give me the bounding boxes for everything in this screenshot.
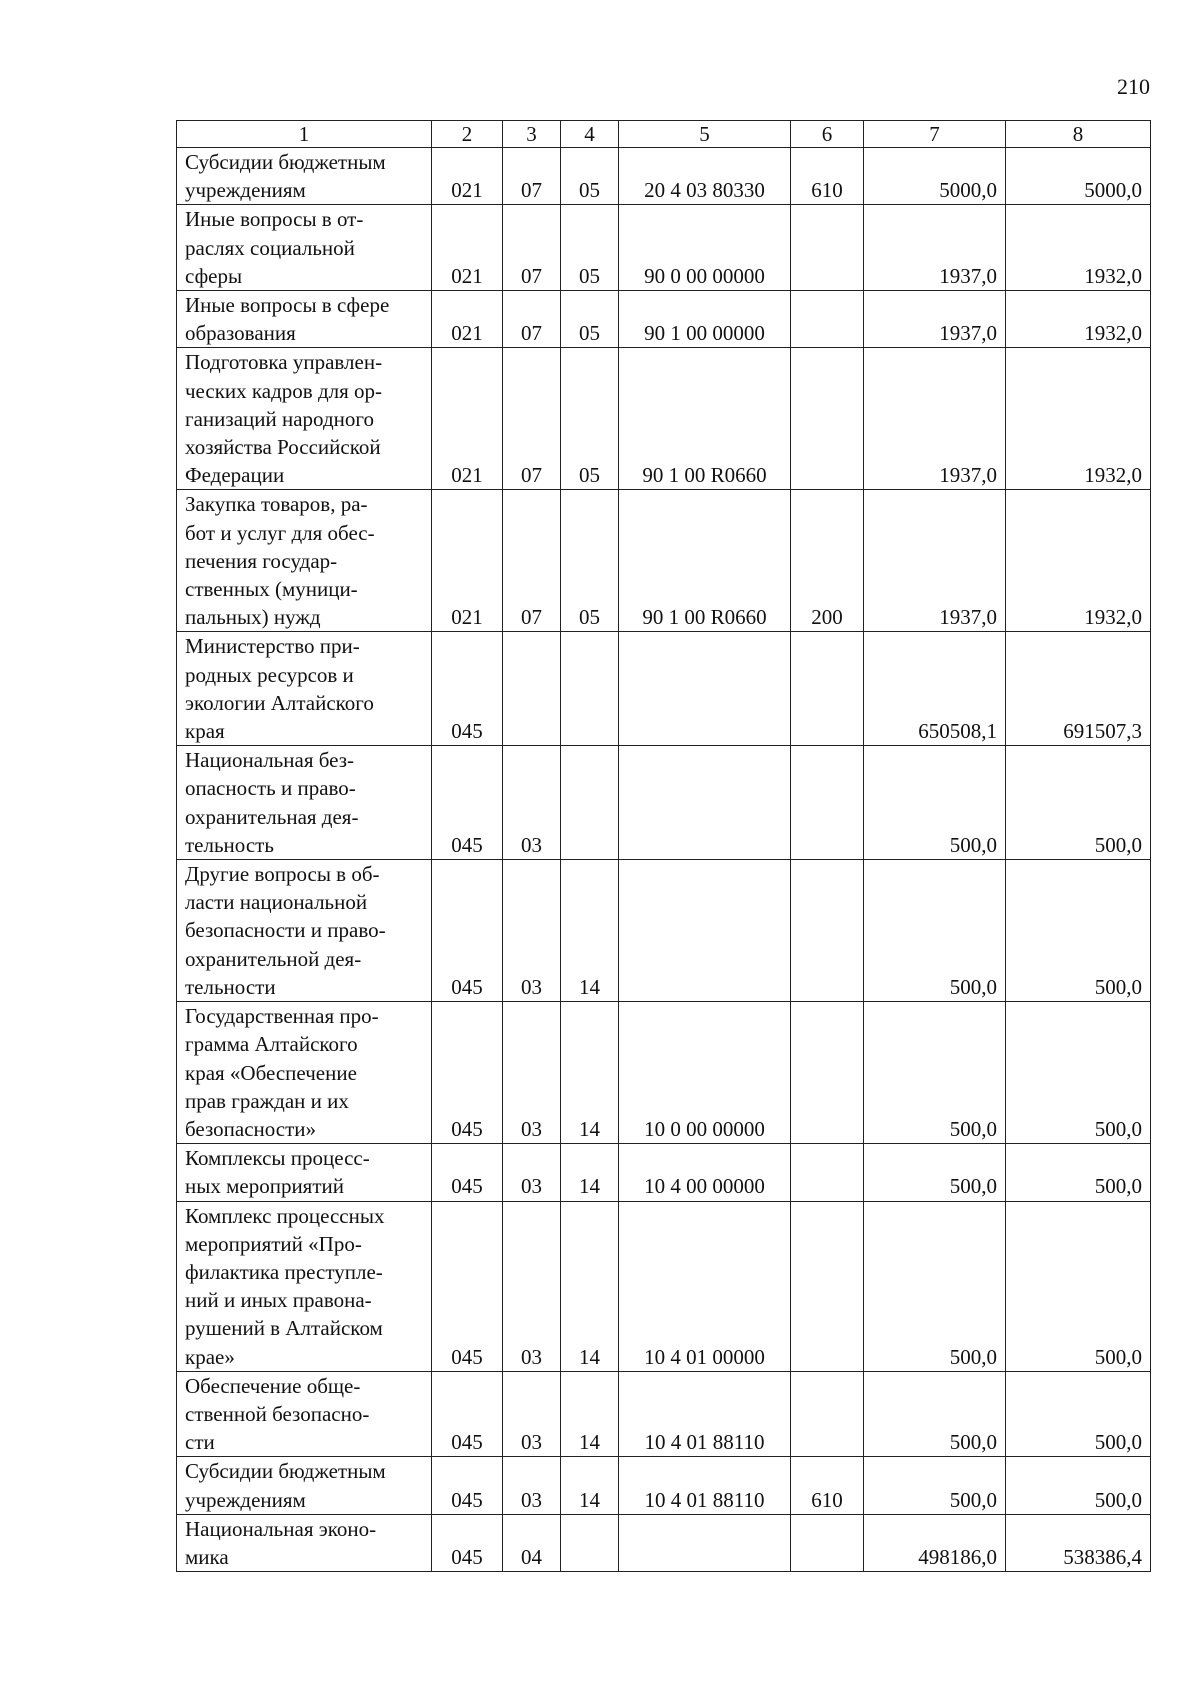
cell-ministry-code: 045 xyxy=(432,860,503,1002)
cell-subsection: 05 xyxy=(561,291,619,348)
cell-subsection: 05 xyxy=(561,348,619,490)
cell-section: 03 xyxy=(503,1371,561,1457)
cell-ministry-code: 021 xyxy=(432,205,503,291)
cell-expense-type xyxy=(791,205,864,291)
cell-amount-year-1: 650508,1 xyxy=(864,632,1006,746)
header-col-1: 1 xyxy=(177,121,432,148)
cell-target-article: 10 4 00 00000 xyxy=(619,1144,791,1201)
cell-section: 03 xyxy=(503,746,561,860)
cell-amount-year-2: 1932,0 xyxy=(1006,490,1151,632)
cell-section: 03 xyxy=(503,1201,561,1371)
cell-subsection: 05 xyxy=(561,490,619,632)
cell-subsection: 14 xyxy=(561,1457,619,1514)
cell-subsection: 14 xyxy=(561,1002,619,1144)
cell-section: 03 xyxy=(503,1457,561,1514)
cell-target-article xyxy=(619,746,791,860)
cell-target-article: 10 4 01 00000 xyxy=(619,1201,791,1371)
cell-target-article: 10 4 01 88110 xyxy=(619,1371,791,1457)
table-row xyxy=(177,1201,1151,1371)
cell-ministry-code: 045 xyxy=(432,1457,503,1514)
cell-subsection: 05 xyxy=(561,148,619,205)
header-col-3: 3 xyxy=(503,121,561,148)
cell-amount-year-1: 1937,0 xyxy=(864,205,1006,291)
cell-amount-year-2: 500,0 xyxy=(1006,1144,1151,1201)
cell-amount-year-2: 500,0 xyxy=(1006,1201,1151,1371)
table-row xyxy=(177,348,1151,490)
header-col-2: 2 xyxy=(432,121,503,148)
cell-amount-year-2: 500,0 xyxy=(1006,860,1151,1002)
cell-section: 07 xyxy=(503,205,561,291)
cell-ministry-code: 045 xyxy=(432,1201,503,1371)
table-body xyxy=(177,148,1151,1572)
cell-name: Национальная без- опасность и право- охранительная дея- тельность xyxy=(177,746,432,860)
cell-expense-type xyxy=(791,860,864,1002)
table-row xyxy=(177,1002,1151,1144)
cell-amount-year-1: 500,0 xyxy=(864,746,1006,860)
header-col-5: 5 xyxy=(619,121,791,148)
cell-subsection: 14 xyxy=(561,1201,619,1371)
cell-name: Комплекс процессных мероприятий «Про- филактика преступле- ний и иных правона- рушений в Алтайском крае» xyxy=(177,1201,432,1371)
cell-amount-year-2: 538386,4 xyxy=(1006,1514,1151,1571)
page-number: 210 xyxy=(1117,74,1150,99)
cell-amount-year-2: 1932,0 xyxy=(1006,205,1151,291)
cell-ministry-code: 045 xyxy=(432,746,503,860)
cell-amount-year-1: 500,0 xyxy=(864,1457,1006,1514)
cell-amount-year-1: 500,0 xyxy=(864,1144,1006,1201)
cell-expense-type xyxy=(791,1371,864,1457)
table-row xyxy=(177,205,1151,291)
cell-subsection: 05 xyxy=(561,205,619,291)
cell-amount-year-1: 500,0 xyxy=(864,1201,1006,1371)
cell-name: Министерство при- родных ресурсов и экологии Алтайского края xyxy=(177,632,432,746)
cell-section: 07 xyxy=(503,291,561,348)
cell-ministry-code: 045 xyxy=(432,1371,503,1457)
cell-name: Другие вопросы в об- ласти национальной безопасности и право- охранительной дея- тельности xyxy=(177,860,432,1002)
cell-amount-year-1: 500,0 xyxy=(864,1002,1006,1144)
cell-amount-year-1: 1937,0 xyxy=(864,348,1006,490)
cell-ministry-code: 021 xyxy=(432,490,503,632)
cell-section: 04 xyxy=(503,1514,561,1571)
cell-section: 03 xyxy=(503,1002,561,1144)
cell-name: Подготовка управлен- ческих кадров для ор- ганизаций народного хозяйства Российской Федерации xyxy=(177,348,432,490)
cell-ministry-code: 045 xyxy=(432,632,503,746)
cell-subsection xyxy=(561,746,619,860)
cell-subsection: 14 xyxy=(561,1371,619,1457)
cell-section: 03 xyxy=(503,860,561,1002)
cell-amount-year-2: 691507,3 xyxy=(1006,632,1151,746)
cell-section: 07 xyxy=(503,490,561,632)
cell-target-article: 90 1 00 R0660 xyxy=(619,490,791,632)
cell-expense-type: 200 xyxy=(791,490,864,632)
cell-expense-type xyxy=(791,291,864,348)
cell-target-article xyxy=(619,860,791,1002)
table-row xyxy=(177,148,1151,205)
cell-target-article xyxy=(619,632,791,746)
table-row xyxy=(177,490,1151,632)
cell-section: 03 xyxy=(503,1144,561,1201)
cell-amount-year-2: 500,0 xyxy=(1006,1457,1151,1514)
cell-amount-year-2: 5000,0 xyxy=(1006,148,1151,205)
cell-subsection: 14 xyxy=(561,860,619,1002)
header-col-6: 6 xyxy=(791,121,864,148)
cell-amount-year-2: 1932,0 xyxy=(1006,291,1151,348)
cell-name: Закупка товаров, ра- бот и услуг для обес- печения государ- ственных (муници- пальных) нужд xyxy=(177,490,432,632)
cell-name: Субсидии бюджетным учреждениям xyxy=(177,148,432,205)
cell-section: 07 xyxy=(503,348,561,490)
cell-target-article: 20 4 03 80330 xyxy=(619,148,791,205)
cell-name: Государственная про- грамма Алтайского края «Обеспечение прав граждан и их безопасности» xyxy=(177,1002,432,1144)
cell-amount-year-1: 498186,0 xyxy=(864,1514,1006,1571)
cell-expense-type: 610 xyxy=(791,148,864,205)
cell-amount-year-1: 1937,0 xyxy=(864,291,1006,348)
cell-section: 07 xyxy=(503,148,561,205)
cell-expense-type xyxy=(791,632,864,746)
header-col-7: 7 xyxy=(864,121,1006,148)
cell-amount-year-1: 500,0 xyxy=(864,1371,1006,1457)
cell-subsection xyxy=(561,632,619,746)
cell-name: Обеспечение обще- ственной безопасно- сти xyxy=(177,1371,432,1457)
header-row xyxy=(177,121,1151,148)
cell-amount-year-2: 500,0 xyxy=(1006,746,1151,860)
cell-target-article: 10 4 01 88110 xyxy=(619,1457,791,1514)
cell-name: Национальная эконо- мика xyxy=(177,1514,432,1571)
table-row xyxy=(177,632,1151,746)
cell-name: Иные вопросы в от- раслях социальной сферы xyxy=(177,205,432,291)
header-col-8: 8 xyxy=(1006,121,1151,148)
cell-amount-year-2: 1932,0 xyxy=(1006,348,1151,490)
header-col-4: 4 xyxy=(561,121,619,148)
cell-amount-year-1: 1937,0 xyxy=(864,490,1006,632)
cell-ministry-code: 045 xyxy=(432,1002,503,1144)
cell-ministry-code: 045 xyxy=(432,1144,503,1201)
cell-target-article xyxy=(619,1514,791,1571)
cell-ministry-code: 021 xyxy=(432,291,503,348)
cell-target-article: 10 0 00 00000 xyxy=(619,1002,791,1144)
table-row xyxy=(177,1457,1151,1514)
cell-expense-type: 610 xyxy=(791,1457,864,1514)
cell-target-article: 90 1 00 00000 xyxy=(619,291,791,348)
table-row xyxy=(177,1514,1151,1571)
cell-ministry-code: 021 xyxy=(432,148,503,205)
cell-ministry-code: 045 xyxy=(432,1514,503,1571)
table-row xyxy=(177,1371,1151,1457)
cell-expense-type xyxy=(791,746,864,860)
cell-expense-type xyxy=(791,348,864,490)
cell-ministry-code: 021 xyxy=(432,348,503,490)
cell-name: Субсидии бюджетным учреждениям xyxy=(177,1457,432,1514)
cell-name: Комплексы процесс- ных мероприятий xyxy=(177,1144,432,1201)
table-row xyxy=(177,291,1151,348)
cell-target-article: 90 0 00 00000 xyxy=(619,205,791,291)
table-row xyxy=(177,1144,1151,1201)
cell-expense-type xyxy=(791,1514,864,1571)
cell-expense-type xyxy=(791,1002,864,1144)
table-row xyxy=(177,860,1151,1002)
cell-expense-type xyxy=(791,1201,864,1371)
budget-table xyxy=(176,120,1151,1572)
table-row xyxy=(177,746,1151,860)
cell-subsection xyxy=(561,1514,619,1571)
cell-target-article: 90 1 00 R0660 xyxy=(619,348,791,490)
cell-amount-year-2: 500,0 xyxy=(1006,1002,1151,1144)
cell-expense-type xyxy=(791,1144,864,1201)
cell-amount-year-1: 5000,0 xyxy=(864,148,1006,205)
cell-amount-year-2: 500,0 xyxy=(1006,1371,1151,1457)
cell-subsection: 14 xyxy=(561,1144,619,1201)
cell-amount-year-1: 500,0 xyxy=(864,860,1006,1002)
cell-name: Иные вопросы в сфере образования xyxy=(177,291,432,348)
cell-section xyxy=(503,632,561,746)
